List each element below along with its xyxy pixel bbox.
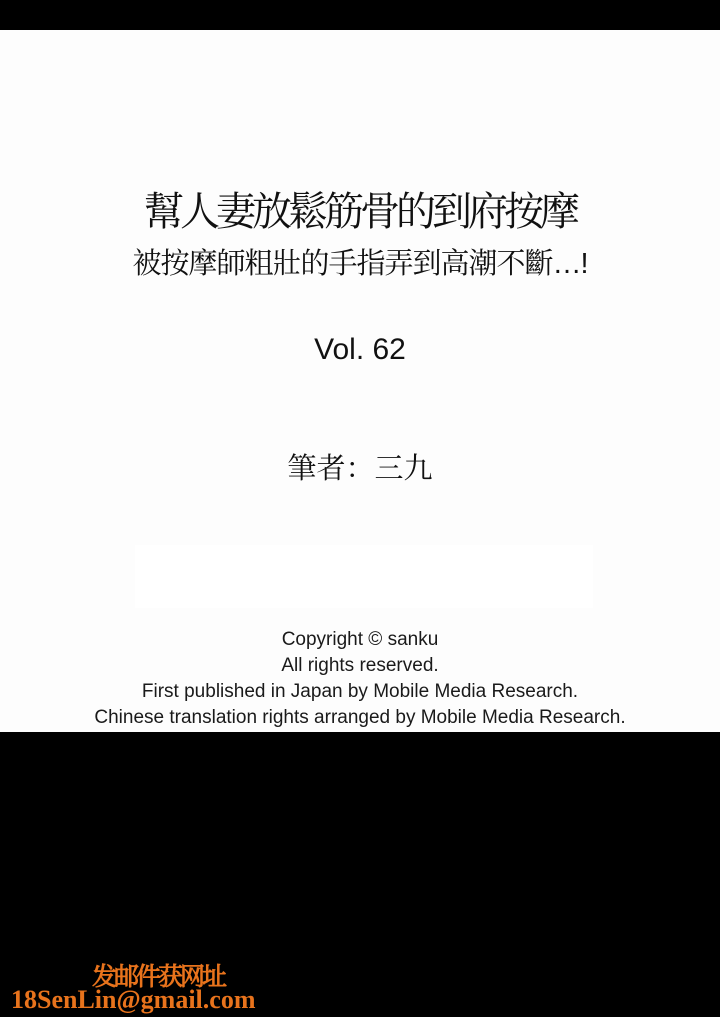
author-credit: 筆者：三九 (287, 453, 433, 485)
series-title: 幫人妻放鬆筋骨的到府按摩 (144, 190, 576, 234)
page-body (0, 30, 720, 732)
series-subtitle: 被按摩師粗壯的手指弄到高潮不斷…! (132, 248, 588, 280)
volume-number: Vol. 62 (314, 333, 406, 366)
copyright-line: Copyright © sanku (281, 629, 439, 650)
copyright-line: All rights reserved. (281, 655, 439, 676)
watermark-email-address: 18SenLin@gmail.com (11, 985, 256, 1014)
copyright-block (0, 627, 720, 731)
watermark-chinese-text: 发邮件获网址 (92, 964, 225, 991)
copyright-line: First published in Japan by Mobile Media Research. (141, 681, 579, 702)
copyright-line: Chinese translation rights arranged by Mobile Media Research. (94, 707, 626, 728)
blanked-logo-area (135, 545, 593, 608)
